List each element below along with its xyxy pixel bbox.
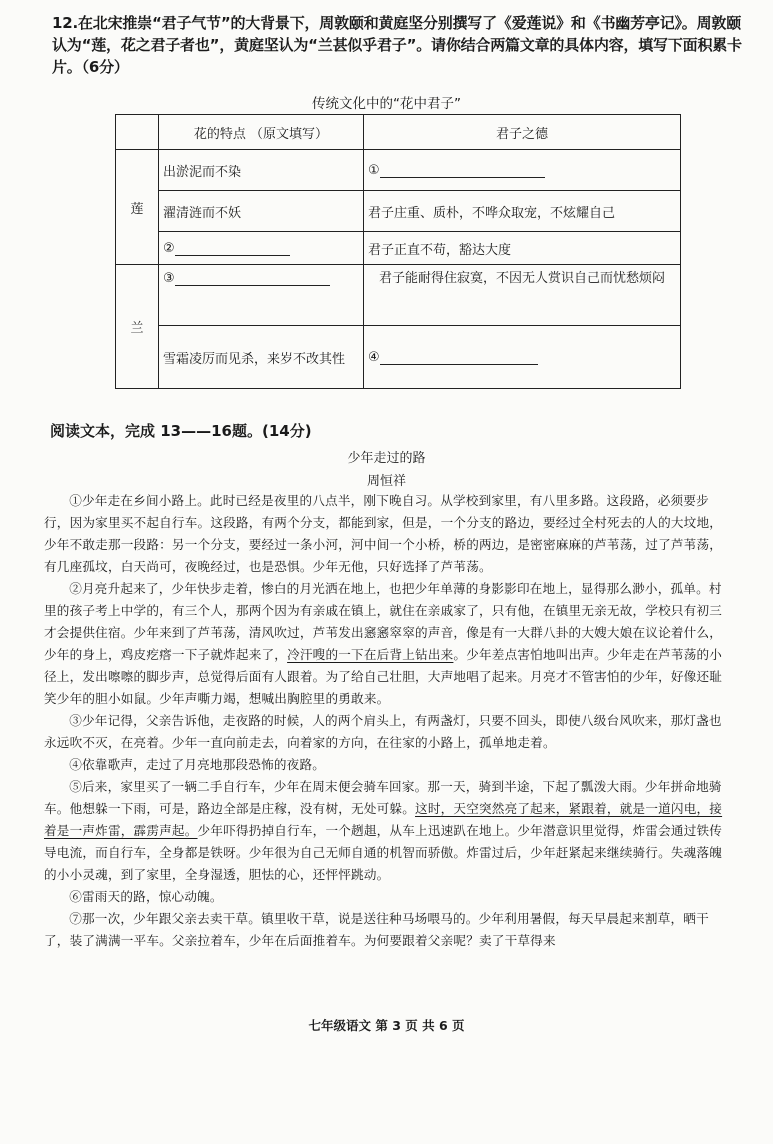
table-header-row [116,115,681,150]
feature-cell: 濯清涟而不妖 [159,191,364,232]
paragraph-4: ④依靠歌声，走过了月亮地那段恐怖的夜路。 [69,757,326,772]
blank-mark: ③ [163,271,175,286]
answer-blank-4[interactable] [380,350,538,365]
header-empty-cell [116,115,159,150]
table-row [116,232,681,265]
article-title: 少年走过的路 [347,451,426,466]
accumulation-card-table [115,114,681,389]
card-caption: 传统文化中的“花中君子” [312,96,461,112]
lotus-label: 莲 [116,150,159,265]
answer-blank-2[interactable] [175,241,290,256]
virtue-cell-blank-4[interactable] [364,326,681,389]
virtue-cell: 君子能耐得住寂寞，不因无人赏识自己而忧愁烦闷 [364,265,681,326]
answer-blank-3[interactable] [175,271,330,286]
blank-mark: ① [368,162,380,178]
paragraph-2-text: ②月亮升起来了，少年快步走着，惨白的月光洒在地上，也把少年单薄的身影影印在地上，显得那么渺小，孤单。村里的孩子考上中学的，有三个人，那两个因为有亲戚在镇上，就住在亲戚家了，只有他，在镇里无亲无故，学校只有初三才会提供住宿。少年来到了芦苇荡，清风吹过，芦苇发出窸窸窣窣的声音，像是有一大群八卦的大嫂大娘在议论着什么，少年的身上，鸡皮疙瘩一下子就炸起来了， [44,581,723,662]
header-feature: 花的特点 （原文填写） [159,115,364,150]
paragraph-6: ⑥雷雨天的路，惊心动魄。 [69,889,223,904]
answer-blank-1[interactable] [380,163,545,178]
page-footer: 七年级语文 第 3 页 共 6 页 [308,1018,465,1033]
underlined-sentence: 这时，天空突然亮了起来，紧跟着，就是一道闪电，接着是一声炸雷，霹雳声起。 [44,801,723,838]
blank-mark: ② [163,240,175,256]
table-row [116,150,681,191]
virtue-cell-blank-1[interactable] [364,150,681,191]
paragraph-7: ⑦那一次，少年跟父亲去卖干草。镇里收干草，说是送往种马场喂马的。少年利用暑假，每天早晨起来割草，晒干了，装了满满一平车。父亲拉着车，少年在后面推着车。为何要跟着父亲呢？卖了干草得来 [44,911,709,948]
table-row [116,265,681,326]
orchid-label: 兰 [116,265,159,389]
feature-cell: 雪霜凌厉而见杀，来岁不改其性 [159,326,364,389]
question-12: 12.在北宋推崇“君子气节”的大背景下，周敦颐和黄庭坚分别撰写了《爱莲说》和《书幽芳亭记》。周敦颐认为“莲，花之君子者也”，黄庭坚认为“兰甚似乎君子”。请你结合两篇文章的具体内容，填写下面积累卡片。（6分） [52,14,742,76]
paragraph-2 [44,578,734,710]
paragraph-2-text: 。少年差点害怕地叫出声。少年走在芦苇荡的小径上，发出嚓嚓的脚步声，总觉得后面有人跟着。为了给自己壮胆，大声地唱了起来。月亮才不管害怕的少年，好像还耻笑少年的胆小如鼠。少年声嘶力竭，想喊出胸腔里的勇敢来。 [44,647,723,706]
underlined-sentence: 冷汗嗖的一下在后背上钻出来 [287,647,454,662]
paragraph-5-text: ⑤后来，家里买了一辆二手自行车，少年在周末便会骑车回家。那一天，骑到半途，下起了瓢泼大雨。少年拼命地骑车。他想躲一下雨，可是，路边全部是庄稼，没有树，无处可躲。 [44,779,722,816]
paragraph-3: ③少年记得，父亲告诉他，走夜路的时候，人的两个肩头上，有两盏灯，只要不回头，即使八级台风吹来，那灯盏也永远吹不灭，在亮着。少年一直向前走去，向着家的方向，在往家的小路上，孤单地走着。 [44,713,722,750]
paragraph-5-text: 少年吓得扔掉自行车，一个趔趄，从车上迅速趴在地上。少年潜意识里觉得，炸雷会通过铁传导电流，而自行车，全身都是铁呀。少年很为自己无师自通的机智而骄傲。炸雷过后，少年赶紧起来继续骑行。失魂落魄的小小灵魂，到了家里，全身湿透，胆怯的心，还怦怦跳动。 [44,823,723,882]
table-row [116,191,681,232]
virtue-cell: 君子庄重、质朴，不哗众取宠，不炫耀自己 [364,191,681,232]
blank-mark: ④ [368,349,380,365]
article-body [44,490,734,952]
article-author: 周恒祥 [366,474,406,489]
feature-cell-blank-2[interactable] [159,232,364,265]
reading-instruction: 阅读文本，完成 13——16题。(14分) [50,422,312,440]
feature-cell-blank-3[interactable] [159,265,364,326]
paragraph-5 [44,776,734,886]
table-row [116,326,681,389]
feature-cell: 出淤泥而不染 [159,150,364,191]
virtue-cell: 君子正直不苟，豁达大度 [364,232,681,265]
header-virtue: 君子之德 [364,115,681,150]
paragraph-1: ①少年走在乡间小路上。此时已经是夜里的八点半，刚下晚自习。从学校到家里，有八里多路。这段路，必须要步行，因为家里买不起自行车。这段路，有两个分支，都能到家，但是，一个分支的路边，要经过全村死去的人的大坟地，少年不敢走那一段路：另一个分支，要经过一条小河，河中间一个小桥，桥的两边，是密密麻麻的芦苇荡，过了芦苇荡，有几座孤坟，白天尚可，夜晚经过，也是恐惧。少年无他，只好选择了芦苇荡。 [44,493,723,574]
